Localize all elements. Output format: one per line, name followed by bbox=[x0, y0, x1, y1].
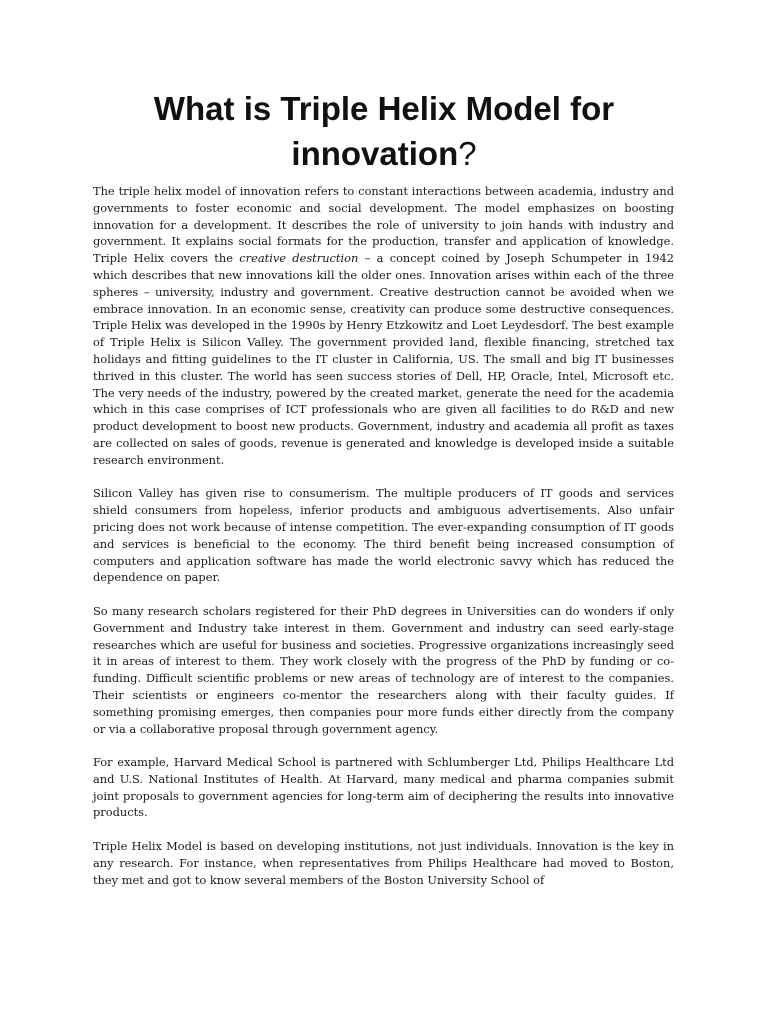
article-body bbox=[93, 183, 674, 905]
paragraph-1 bbox=[93, 183, 674, 469]
paragraph-1-text-end: – a concept coined by Joseph Schumpeter in 1942 which describes that new innovations kill the older ones. Innovation arises within each of the three spheres – university, industry and government. Creative destruction cannot be avoided when we embrace innovation. In an economic sense, creativity can produce some destructive consequences. Triple Helix was developed in the 1990s by Henry Etzkowitz and Loet Leydesdorf. The best example of Triple Helix is Silicon Valley. The government provided land, flexible financing, stretched tax holidays and fitting guidelines to the IT cluster in California, US. The small and big IT businesses thrived in this cluster. The world has seen success stories of Dell, HP, Oracle, Intel, Microsoft etc. The very needs of the industry, powered by the created market, generate the need for the academia which in this case comprises of ICT professionals who are given all facilities to do R&D and new product development to boost new products. Government, industry and academia all profit as taxes are collected on sales of goods, revenue is generated and knowledge is developed inside a suitable research environment. bbox=[93, 251, 675, 467]
title-question-mark: ? bbox=[458, 135, 477, 172]
paragraph-2: Silicon Valley has given rise to consumerism. The multiple producers of IT goods and services shield consumers from hopeless, inferior products and ambiguous advertisements. Also unfair pricing does not work because of intense competition. The ever-expanding consumption of IT goods and services is beneficial to the economy. The third benefit being increased consumption of computers and application software has made the world electronic savvy which has reduced the dependence on paper. bbox=[93, 486, 674, 585]
paragraph-3: So many research scholars registered for their PhD degrees in Universities can do wonders if only Government and Industry take interest in them. Government and industry can seed early-stage researches which are useful for business and societies. Progressive organizations increasingly seed it in areas of interest to them. They work closely with the progress of the PhD by funding or co-funding. Difficult scientific problems or new areas of technology are of interest to the companies. Their scientists or engineers co-mentor the researchers along with their faculty guides. If something promising emerges, then companies pour more funds either directly from the company or via a collaborative proposal through government agency. bbox=[93, 603, 674, 736]
paragraph-1-emphasis: creative destruction bbox=[239, 251, 359, 266]
paragraph-4: For example, Harvard Medical School is partnered with Schlumberger Ltd, Philips Healthcare Ltd and U.S. National Institutes of Health. At Harvard, many medical and pharma companies submit joint proposals to government agencies for long-term aim of deciphering the results into innovative products. bbox=[93, 755, 674, 820]
title-text: What is Triple Helix Model for innovation bbox=[153, 90, 615, 172]
page-title bbox=[60, 86, 708, 176]
paragraph-5: Triple Helix Model is based on developing institutions, not just individuals. Innovation is the key in any research. For instance, when representatives from Philips Healthcare had moved to Boston, they met and got to know several members of the Boston University School of bbox=[93, 839, 674, 887]
paragraph-1-text-start: The triple helix model of innovation refers to constant interactions between academia, industry and governments to foster economic and social development. The model emphasizes on boosting innovation for a development. It describes the role of university to join hands with industry and government. It explains social formats for the production, transfer and application of knowledge. Triple Helix covers the bbox=[93, 184, 674, 266]
